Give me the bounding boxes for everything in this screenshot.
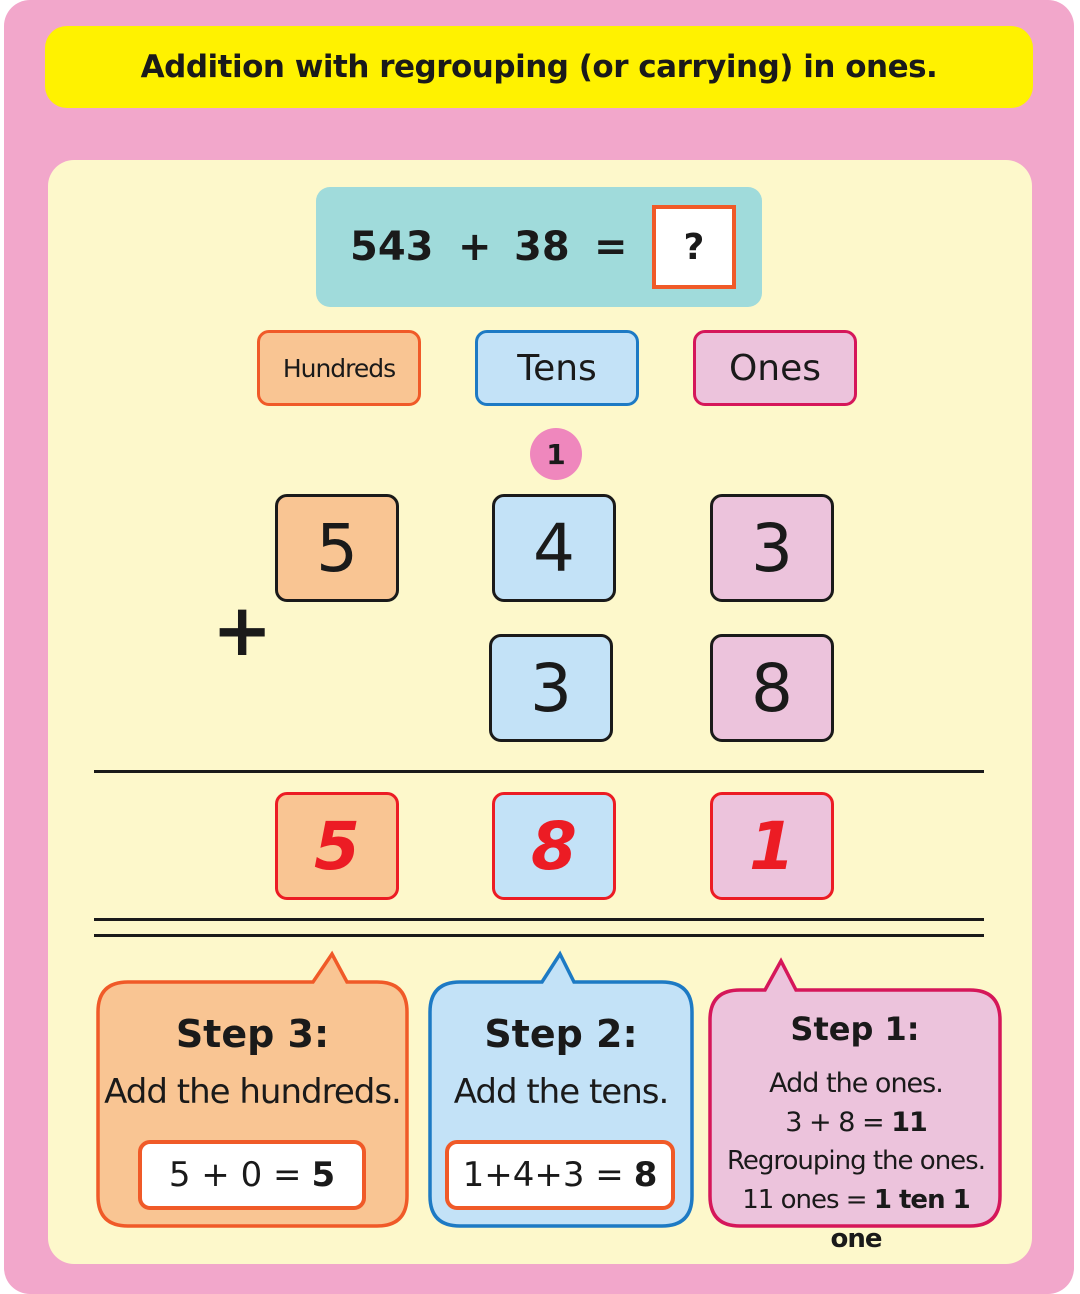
step3-expression: 5 + 0 = bbox=[168, 1155, 302, 1195]
step2-result: 8 bbox=[633, 1155, 658, 1195]
digit-ones-row1: 3 bbox=[710, 494, 834, 602]
step1-line-2-result: 11 bbox=[891, 1107, 927, 1138]
equation-addend-1: 543 bbox=[350, 224, 434, 270]
step1-line-1: Add the ones. bbox=[769, 1068, 943, 1099]
digit-ones-row2: 8 bbox=[710, 634, 834, 742]
step1-title: Step 1: bbox=[790, 1010, 920, 1048]
equation-equals: = bbox=[594, 224, 628, 270]
answer-digit-tens: 8 bbox=[492, 792, 616, 900]
equation-answer-box: ? bbox=[652, 205, 736, 289]
answer-digit-ones: 1 bbox=[710, 792, 834, 900]
column-label-tens: Tens bbox=[475, 330, 639, 406]
step1-line-4-expression: 11 ones = bbox=[742, 1185, 867, 1215]
step2-description: Add the tens. bbox=[453, 1072, 669, 1112]
step1-line-2 bbox=[714, 1103, 998, 1142]
step2-title: Step 2: bbox=[484, 1012, 638, 1056]
step1-line-3: Regrouping the ones. bbox=[726, 1146, 985, 1176]
plus-sign: + bbox=[212, 588, 273, 672]
page-title: Addition with regrouping (or carrying) in ones. bbox=[140, 49, 938, 85]
equation-addend-2: 38 bbox=[514, 224, 570, 270]
digit-tens-row2: 3 bbox=[489, 634, 613, 742]
column-label-ones: Ones bbox=[693, 330, 857, 406]
answer-digit-hundreds: 5 bbox=[275, 792, 399, 900]
equation-plus: + bbox=[458, 224, 492, 270]
step1-line-4-result: 1 ten 1 one bbox=[830, 1185, 970, 1254]
step3-title: Step 3: bbox=[175, 1012, 330, 1056]
step2-result-box bbox=[445, 1140, 675, 1210]
column-label-hundreds: Hundreds bbox=[257, 330, 421, 406]
step1-body bbox=[714, 1064, 998, 1254]
step3-description: Add the hundreds. bbox=[104, 1072, 401, 1112]
step1-line-4 bbox=[714, 1181, 998, 1254]
step3-result: 5 bbox=[311, 1155, 336, 1195]
step1-line-2-expression: 3 + 8 = bbox=[785, 1107, 884, 1138]
step3-result-box bbox=[138, 1140, 366, 1210]
step2-expression: 1+4+3 = bbox=[462, 1155, 624, 1195]
digit-tens-row1: 4 bbox=[492, 494, 616, 602]
carry-badge: 1 bbox=[530, 428, 582, 480]
digit-hundreds-row1: 5 bbox=[275, 494, 399, 602]
